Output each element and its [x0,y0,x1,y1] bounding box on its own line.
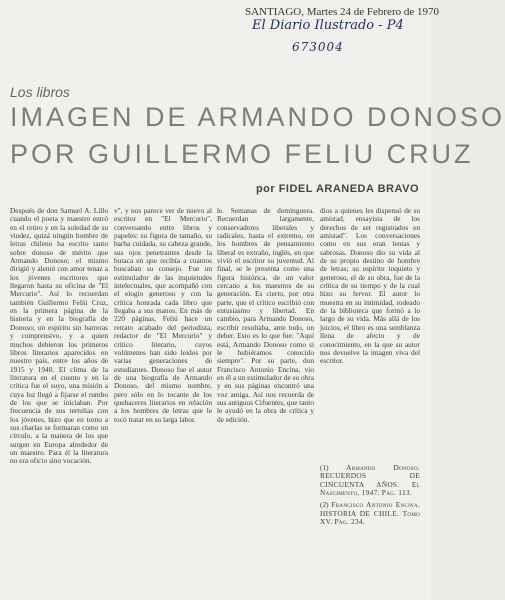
column-2-text: v", y nos parece ver de nuevo al escritor en "El Mercurio", conversando entre libros y papeles: su figura de tamaño, su barba cuidada, su cabeza grande, sus ojos penetrantes desde la butaca en que recibía a cuantos buscaban su consejo. Fue un estimulador de las inquietudes intelectuales, que acompañó con el elogio generoso y con la crítica honrada cada libro que llegaba a sus manos. En más de 220 páginas, Feliú hace un retrato acabado del periodista, redactor de "El Mercurio" y crítico literario, cuyos volúmenes han sido leídos por varias generaciones de estudiantes. Donoso fue el autor de una biografía de Armando Donoso, del mismo nombre, pero sólo en lo tocante de los quehaceres literarios en relación a los hombres de letras que le tocó tratar en su larga labor. [114,206,212,424]
footnote-2-number: (2) [320,500,329,510]
footnote-2 [320,501,420,526]
footnote-1-number: (1) [320,463,329,472]
headline-line-2: POR GUILLERMO FELIU CRUZ [10,139,474,169]
article-column-4 [320,207,420,457]
headline-line-1: IMAGEN DE ARMANDO DONOSO [10,102,505,132]
byline: por FIDEL ARANEDA BRAVO [255,183,419,195]
handwritten-catalog-number: 673004 [292,40,344,54]
section-label: Los libros [10,84,70,100]
handwritten-source-note: El Diario Ilustrado - P4 [252,18,404,33]
footnote-2-text: Francisco Antonio Encina. HISTORIA DE CHILE. Tomo XV. Pág. 234. [320,500,420,527]
dateline: SANTIAGO, Martes 24 de Febrero de 1970 [245,6,439,18]
column-4-text: dios a quienes les dispensó de su amistad, ensayista de los derechos de ser registrados en amistad". Los conversaciones como en sus eran lentas y sabrosas. Donoso dio su vida al de su propio destino de hombre de letras; su espíritu inquieto y generoso, el de su obra, fue de la crítica de su tiempo y de la cual hizo su fervor. El autor lo muestra en su intimidad, rodeado de la biblioteca que formó a lo largo de su vida. Más allá de los juicios, el libro es una semblanza llena de afecto y de conocimiento, en la que su autor nos devuelve la imagen viva del escritor. [320,206,420,366]
article-column-3 [217,207,314,599]
footnote-1-text: Armando Donoso. RECUERDOS DE CINCUENTA AÑOS. El Nascimento, 1947. Pág. 113. [320,463,420,498]
article-column-1 [10,207,108,599]
footnotes [320,464,420,530]
footnote-1 [320,464,420,497]
column-3-text: le. Semanas de dominguera. Recuerdan largamente, conservadores liberales y radicales, hasta el extremo, en los hombres de pensamiento liberal es extraño, inglés, en que vivió el escritor su juventud. Al final, se le presenta como una figura histórica, de un valor cercano a los maestros de su generación. Es cierto, por otra parte, que el crítico escribió con entusiasmo y libertad. En cambio, para Armando Donoso, escribir resultaba, ante todo, un deber. Esto es lo que fue: "Aquí está, Armando Donoso como si le hubiéramos conocido siempre". Por su parte, don Francisco Antonio Encina, vio en él a un estimulador de su obra y en sus páginas encontró una voz amiga. Así nos recuerda de sus antiguos Cifuentes, que tanto le ayudó en la obra de crítica y de edición. [217,206,314,424]
column-1-text: Después de don Samuel A. Lillo cuando el poeta y maestro entró en el retiro y en la soledad de su viudez, quizá ningún hombre de letras chileno ha escrito tanto sobre donoso de mérito que Armando Donoso; el mismo dirigió y alentó con amor tenaz a los jóvenes escritores que llegaron hasta su oficina de "El Mercurio". Así lo recuerdan también Guillermo Feliú Cruz, en la primera página de la historia y en la biografía de Donoso; un espíritu sin barreras y comprensivo, y a quien muchos debieron los primeros libros literarios aparecidos en nuestro país, entre los años de 1915 y 1940. El clima de la literatura en el cuento y en la crítica fue el suyo, una misión a cuya luz llegó a fijarse el rumbo de los que se iniciaban. Por frecuencia de sus tertulias con los jóvenes, hizo que en torno a sus charlas se formaran como un círculo, a la manera de los que surgen en Europa alrededor de un maestro. Para él la literatura no era oficio sino vocación. [10,206,108,466]
article-column-2 [114,207,212,599]
